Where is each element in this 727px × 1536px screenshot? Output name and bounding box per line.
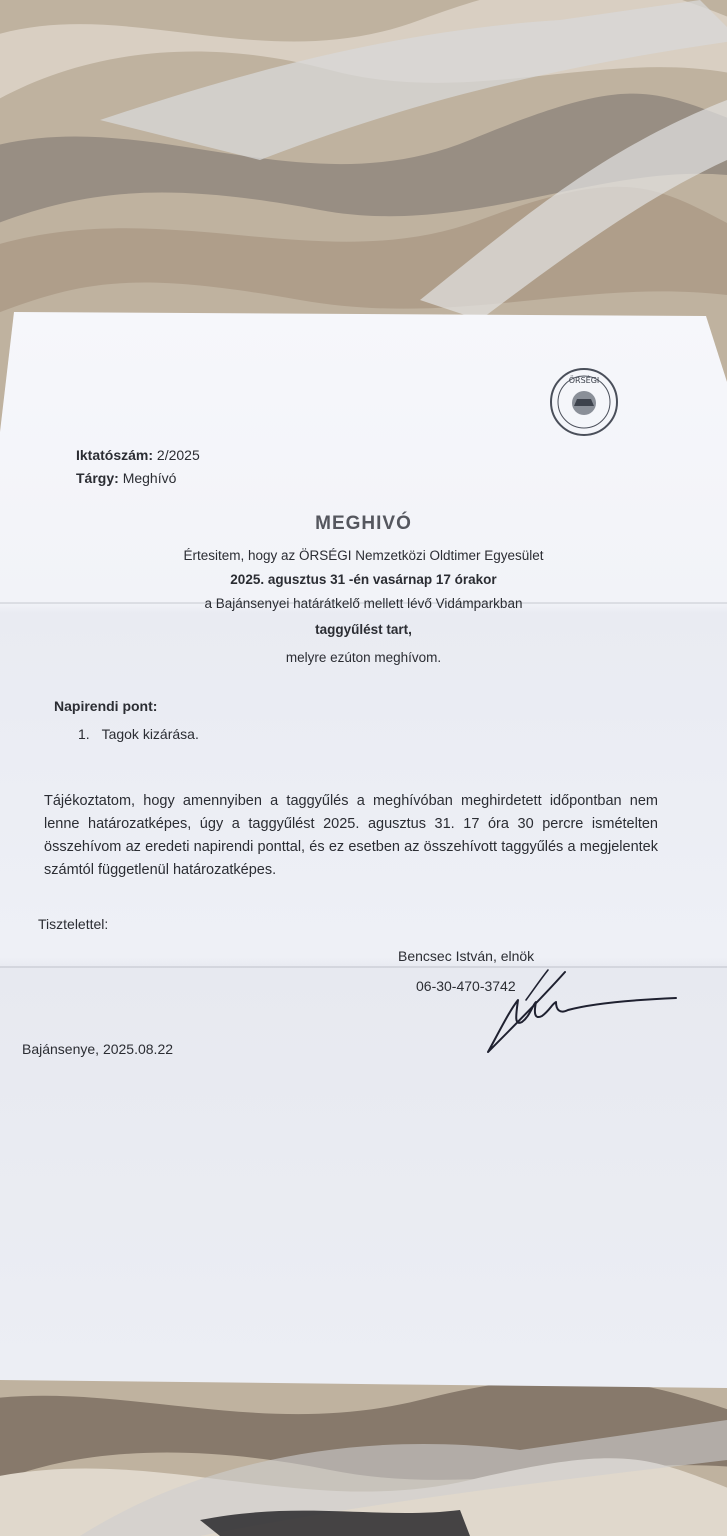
signer-phone: 06-30-470-3742 <box>416 978 516 994</box>
reference-number <box>76 447 200 463</box>
svg-text:ÖRSÉGI: ÖRSÉGI <box>568 376 600 385</box>
closing-greeting: Tisztelettel: <box>38 916 109 932</box>
subject-value: Meghívó <box>122 470 177 486</box>
reference-label: Iktatószám: <box>76 447 154 463</box>
invitation-closing-line: melyre ezúton meghívom. <box>285 650 442 665</box>
document-title: MEGHIVÓ <box>315 513 412 534</box>
subject-label: Tárgy: <box>76 470 119 486</box>
invitation-date-time: 2025. agusztus 31 -én vasárnap 17 órakor <box>230 572 497 587</box>
agenda-item <box>78 726 199 742</box>
agenda-item-text: Tagok kizárása. <box>101 726 199 742</box>
subject-line <box>76 470 176 486</box>
place-and-date: Bajánsenye, 2025.08.22 <box>22 1041 174 1057</box>
handwritten-signature <box>470 960 690 1060</box>
invitation-line-1: Értesitem, hogy az ÖRSÉGI Nemzetközi Oldtimer Egyesület <box>183 548 544 563</box>
signer-name: Bencsec István, elnök <box>398 948 535 964</box>
notice-paragraph: Tájékoztatom, hogy amennyiben a taggyűlés a meghívóban meghirdetett időpontban nem lenne határozatképes, úgy a taggyűlést 2025. agusztus 31. 17 óra 30 percre ismételten összehívom az eredeti napirendi ponttal, és ez esetben az összehívott taggyűlés a megjelentek számtól függetlenül határozatképes. <box>44 793 658 878</box>
invitation-event: taggyűlést tart, <box>315 622 412 637</box>
agenda-heading: Napirendi pont: <box>54 698 158 714</box>
reference-value: 2/2025 <box>156 447 200 463</box>
agenda-item-number: 1. <box>78 726 90 742</box>
association-seal-icon <box>548 366 620 438</box>
invitation-location: a Bajánsenyei határátkelő mellett lévő Vidámparkban <box>204 596 523 611</box>
